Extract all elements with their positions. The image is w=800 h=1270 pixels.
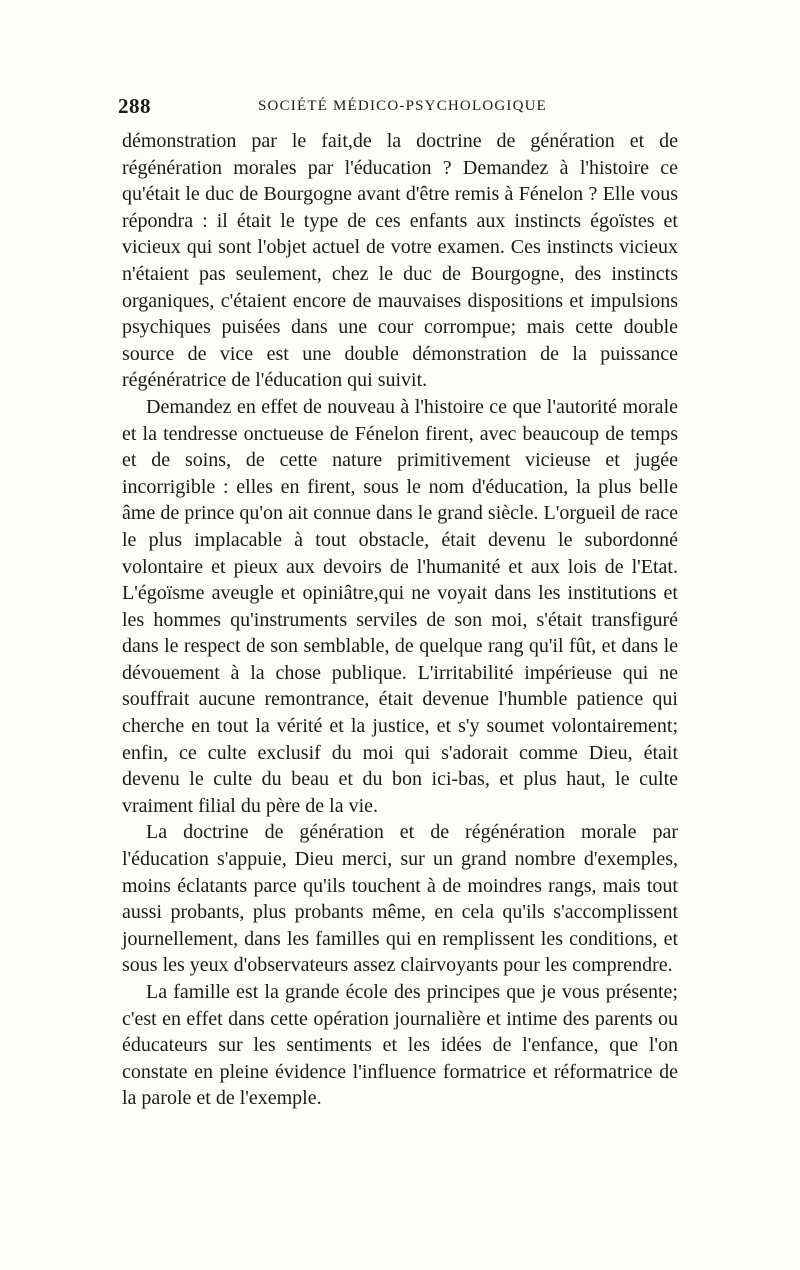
paragraph-3: La doctrine de génération et de régénération morale par l'éducation s'appuie, Dieu merci, sur un grand nombre d'exemples, moins éclatants parce qu'ils touchent à de moindres rangs, mais tout aussi probants, plus probants même, en cela qu'ils s'accomplissent journellement, dans les familles qui en remplissent les conditions, et sous les yeux d'observateurs assez clairvoyants pour les comprendre.	[122, 821, 678, 977]
running-head	[118, 94, 678, 120]
paragraph-2: Demandez en effet de nouveau à l'histoire ce que l'autorité morale et la tendresse onctueuse de Fénelon firent, avec beaucoup de temps et de soins, de cette nature primitivement vicieuse et jugée incorrigible : elles en firent, sous le nom d'éducation, la plus belle âme de prince qu'on ait connue dans le grand siècle. L'orgueil de race le plus implacable à tout obstacle, était devenu le subordonné volontaire et pieux aux devoirs de l'humanité et aux lois de l'Etat. L'égoïsme aveugle et opiniâtre,qui ne voyait dans les institutions et les hommes qu'instruments serviles de son moi, s'était transfiguré dans le respect de son semblable, de quelque rang qu'il fût, et dans le dévouement à la chose publique. L'irritabilité impérieuse qui ne souffrait aucune remontrance, était devenue l'humble patience qui cherche en tout la vérité et la justice, et s'y soumet volontairement; enfin, ce culte exclusif du moi qui s'adorait comme Dieu, était devenu le culte du beau et du bon ici-bas, et plus haut, le culte vraiment filial du père de la vie.	[122, 395, 678, 817]
body-text	[122, 128, 678, 1112]
paragraph-1: démonstration par le fait,de la doctrine de génération et de régénération morales par l'éducation ? Demandez à l'histoire ce qu'était le duc de Bourgogne avant d'être remis à Fénelon ? Elle vous répondra : il était le type de ces enfants aux instincts égoïstes et vicieux qui sont l'objet actuel de votre examen. Ces instincts vicieux n'étaient pas seulement, chez le duc de Bourgogne, des instincts organiques, c'étaient encore de mauvaises dispositions et impulsions psychiques puisées dans une cour corrompue; mais cette double source de vice est une double démonstration de la puissance régénératrice de l'éducation qui suivit.	[122, 130, 678, 392]
page-number: 288	[118, 94, 151, 118]
running-title: SOCIÉTÉ MÉDICO-PSYCHOLOGIQUE	[258, 98, 548, 114]
paragraph-4: La famille est la grande école des principes que je vous présente; c'est en effet dans cette opération journalière et intime des parents ou éducateurs sur les sentiments et les idées de l'enfance, que l'on constate en pleine évidence l'influence formatrice et réformatrice de la parole et de l'exemple.	[122, 981, 678, 1110]
